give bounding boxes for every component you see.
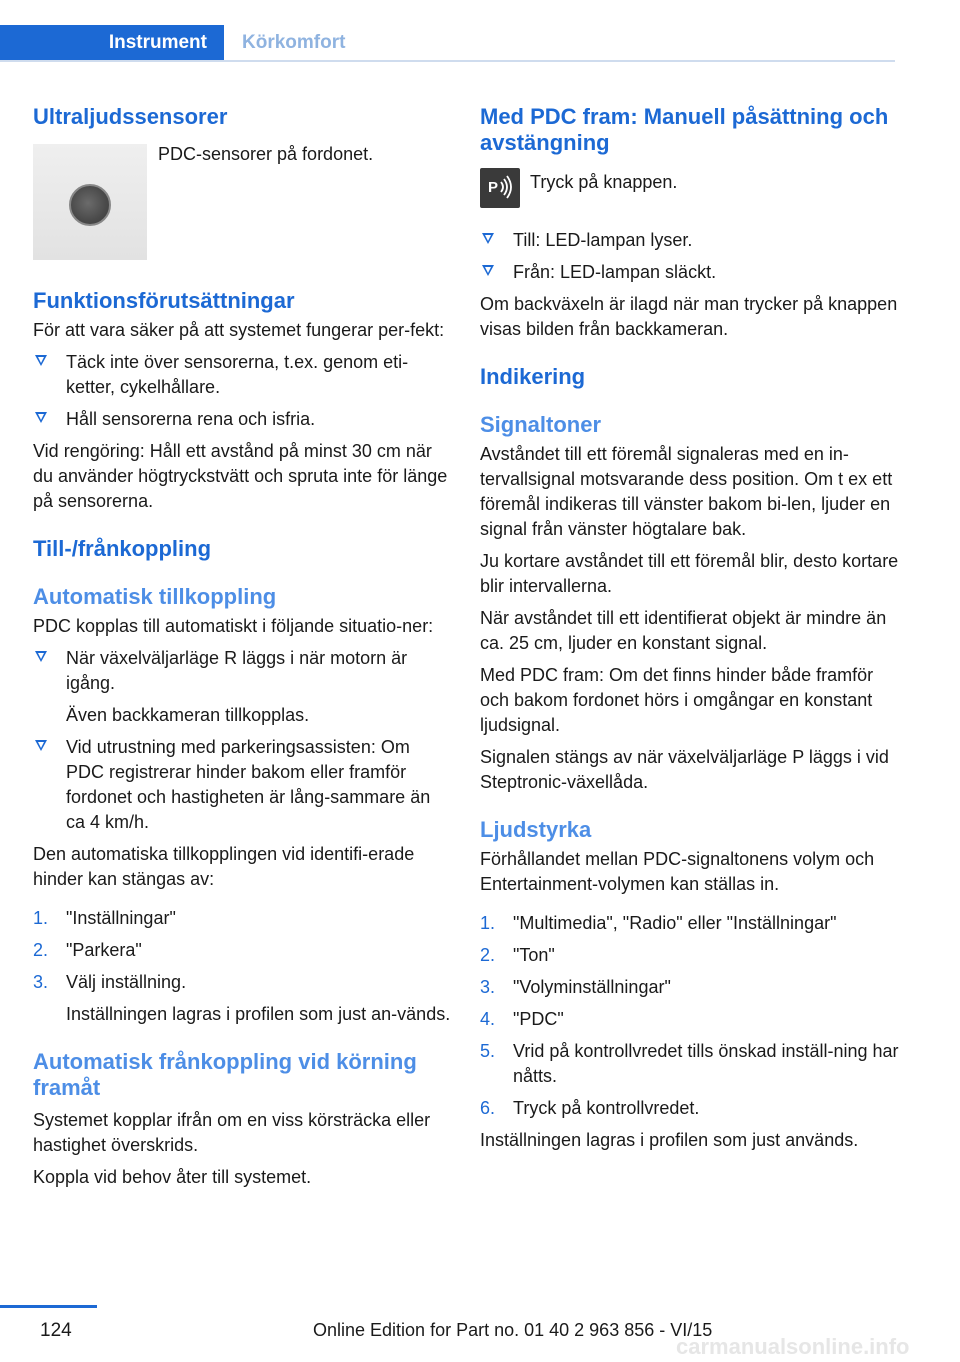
signal-text-4: Med PDC fram: Om det finns hinder både framför och bakom fordonet hörs i omgångar en konstant ljudsignal. [480, 665, 874, 735]
chapter-tabs [0, 25, 895, 62]
list-item: Till: LED-lampan lyser. [480, 228, 900, 253]
volume-note: Inställningen lagras i profilen som just används. [480, 1130, 859, 1150]
triangle-bullet-icon [482, 233, 494, 244]
disable-intro: Den automatiska tillkopplingen vid identifi-erade hinder kan stängas av: [33, 844, 415, 889]
watermark: carmanualsonline.info [676, 1334, 910, 1359]
right-column [480, 100, 900, 1153]
pdc-button-icon [480, 168, 520, 208]
list-item: Från: LED-lampan släckt. [480, 260, 900, 285]
manual-note: Om backväxeln är ilagd när man trycker på knappen visas bilden från backkameran. [480, 294, 898, 339]
list-item: 5. Vrid på kontrollvredet tills önskad inställ-ning har nåtts. [480, 1041, 899, 1086]
signal-heading: Signaltoner [480, 412, 602, 437]
svg-text:P: P [488, 179, 499, 196]
list-item: 2. "Ton" [480, 945, 555, 965]
func-list [33, 350, 451, 432]
list-item: Håll sensorerna rena och isfria. [33, 407, 451, 432]
left-column [33, 100, 451, 1190]
auto-off-text: Systemet kopplar ifrån om en viss körsträcka eller hastighet överskrids. [33, 1110, 431, 1155]
indication-heading: Indikering [480, 364, 586, 389]
triangle-bullet-icon [482, 265, 494, 276]
page-number: 124 [40, 1320, 72, 1341]
auto-on-list [33, 646, 451, 835]
triangle-bullet-icon [35, 740, 47, 751]
ultrasonic-section [33, 100, 451, 272]
cleaning-note: Vid rengöring: Håll ett avstånd på minst 30 cm när du använder högtryckstvätt och spruta inte för länge på sensorerna. [33, 441, 448, 511]
list-item: När växelväljarläge R läggs i när motorn är igång. Även backkameran tillkopplas. [33, 646, 451, 728]
auto-on-heading: Automatisk tillkoppling [33, 584, 277, 609]
triangle-bullet-icon [35, 651, 47, 662]
list-item: 2. "Parkera" [33, 940, 142, 960]
edition-text: Online Edition for Part no. 01 40 2 963 856 - VI/15 [313, 1320, 713, 1340]
volume-heading: Ljudstyrka [480, 817, 592, 842]
pdc-sensor-icon [69, 184, 111, 226]
tab-korkomfort[interactable]: Körkomfort [242, 32, 346, 53]
list-item: Täck inte över sensorerna, t.ex. genom eti-ketter, cykelhållare. [33, 350, 451, 400]
list-item: 3. "Volyminställningar" [480, 977, 671, 997]
button-caption: Tryck på knappen. [530, 172, 678, 192]
signal-text: Avståndet till ett föremål signaleras med en in-tervallsignal motsvarande dess position. Om t ex ett föremål indikeras till vänster bakom bi-len, ljuder en signal från vänster högtalare bak. [480, 444, 893, 539]
onoff-heading: Till-/frånkoppling [33, 536, 212, 561]
signal-text-2: Ju kortare avståndet till ett föremål blir, desto kortare blir intervallerna. [480, 551, 899, 596]
auto-off-heading: Automatisk frånkoppling vid körning framåt [33, 1049, 417, 1100]
signal-text-5: Signalen stängs av när växelväljarläge P läggs i vid Steptronic-växellåda. [480, 747, 889, 792]
signal-text-3: När avståndet till ett identifierat objekt är mindre än ca. 25 cm, ljuder en konstant signal. [480, 608, 887, 653]
list-item: 4. "PDC" [480, 1009, 564, 1029]
list-item: 1. "Multimedia", "Radio" eller "Inställningar" [480, 913, 837, 933]
triangle-bullet-icon [35, 355, 47, 366]
auto-off-text-2: Koppla vid behov åter till systemet. [33, 1167, 312, 1187]
list-item: 3. Välj inställning. Inställningen lagras i profilen som just an-vänds. [33, 972, 451, 1024]
volume-intro: Förhållandet mellan PDC-signaltonens volym och Entertainment-volymen kan ställas in. [480, 849, 875, 894]
ultrasonic-heading: Ultraljudssensorer [33, 104, 228, 129]
triangle-bullet-icon [35, 412, 47, 423]
manual-list [480, 228, 900, 285]
list-item: Vid utrustning med parkeringsassisten: Om PDC registrerar hinder bakom eller framför fordonet och hastigheten är lång-sammare än ca 4 km/h. [33, 735, 451, 835]
disable-steps [33, 906, 451, 1027]
func-intro: För att vara säker på att systemet fungerar per-fekt: [33, 320, 445, 340]
footer-rule [0, 1305, 97, 1308]
tab-underline [0, 60, 895, 62]
list-item: 1. "Inställningar" [33, 908, 176, 928]
sensor-image [33, 144, 147, 260]
tab-instrument[interactable]: Instrument [0, 25, 224, 60]
sensor-caption: PDC-sensorer på fordonet. [158, 144, 374, 164]
manual-heading: Med PDC fram: Manuell påsättning och avstängning [480, 104, 889, 155]
volume-steps [480, 911, 900, 1121]
pdc-button-row [480, 168, 900, 228]
list-item: 6. Tryck på kontrollvredet. [480, 1098, 700, 1118]
auto-on-intro: PDC kopplas till automatiskt i följande situatio-ner: [33, 616, 434, 636]
func-heading: Funktionsförutsättningar [33, 288, 295, 313]
